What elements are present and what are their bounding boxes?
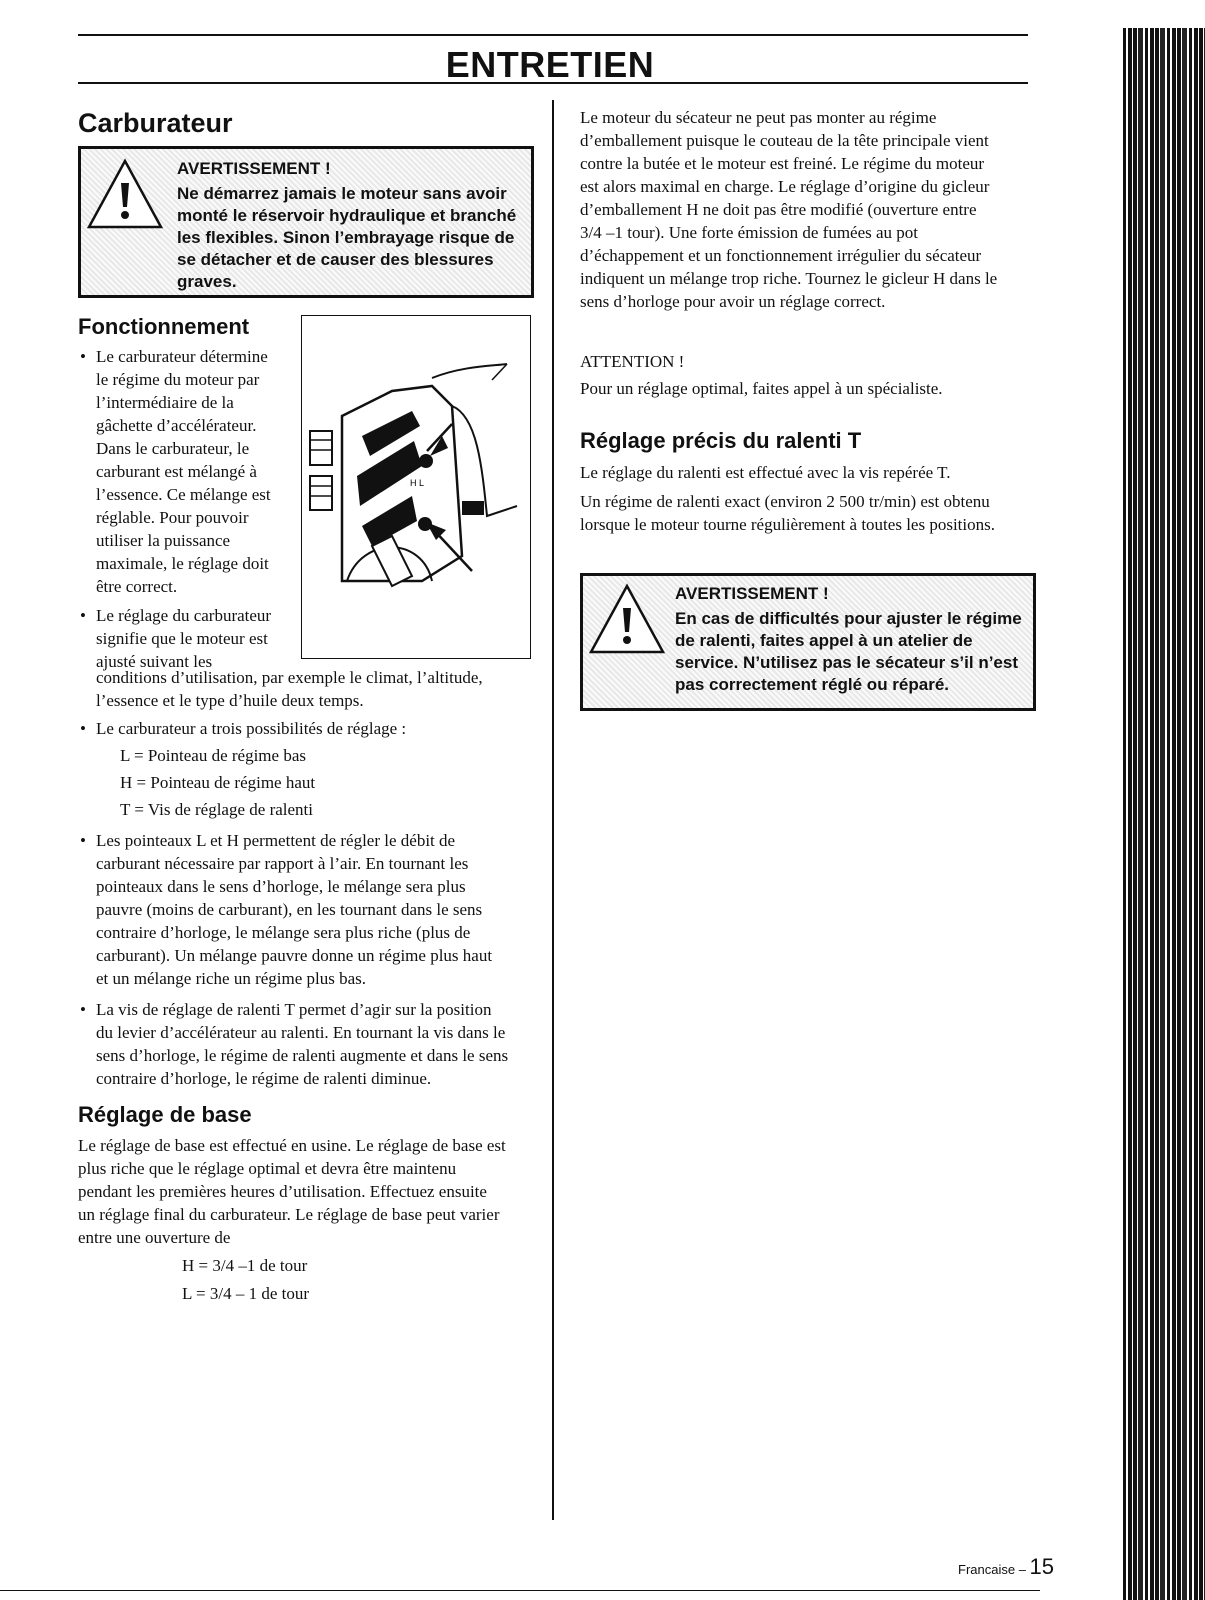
value-l: L = 3/4 – 1 de tour bbox=[182, 1284, 309, 1303]
edge-barcode-strip bbox=[1123, 28, 1205, 1600]
footer-label: Francaise – bbox=[958, 1562, 1026, 1577]
bullet-reglage-signifie: • Le réglage du carburateur signifie que le moteur est ajusté suivant les bbox=[78, 604, 298, 673]
fonctionnement-bullets-top bbox=[78, 345, 298, 679]
bullet-trois-possibilites: • Le carburateur a trois possibilités de réglage : L = Pointeau de régime bas H = Pointeau de régime haut T = Vis de réglage de ralenti bbox=[78, 717, 548, 821]
right-intro-text: Le moteur du sécateur ne peut pas monter au régime d’emballement puisque le couteau de la tête principale vient contre la butée et le moteur est freiné. Le régime du moteur est alors maximal en charge. Le réglage d’origine du gicleur d’emballement H ne doit pas être modifié (ouverture entre 3/4 –1 tour). Une forte émission de fumées au pot d’échappement et un fonctionnement irrégulier du sécateur indiquent un mélange trop riche. Tournez le gicleur H dans le sens d’horloge pour avoir un réglage correct. bbox=[580, 108, 998, 311]
ralenti-text-1: Le réglage du ralenti est effectué avec la vis repérée T. bbox=[580, 463, 951, 482]
heading-carburateur: Carburateur bbox=[78, 108, 233, 138]
bullet-vis-ralenti: • La vis de réglage de ralenti T permet d’agir sur la position du levier d’accélérateur au ralenti. En tournant la vis dans le sens d’horloge, le régime de ralenti augmente et dans le sens contraire d’horloge, le régime de ralenti diminue. bbox=[78, 998, 548, 1090]
attention-text: Pour un réglage optimal, faites appel à un spécialiste. bbox=[580, 379, 943, 398]
value-h: H = 3/4 –1 de tour bbox=[182, 1256, 308, 1275]
bottom-rule bbox=[0, 1590, 1040, 1591]
reglage-base-text: Le réglage de base est effectué en usine. Le réglage de base est plus riche que le réglage optimal et devra être maintenu pendant les premières heures d’utilisation. Effectuez ensuite un réglage final du carburateur. Le réglage de base peut varier entre une ouverture de bbox=[78, 1136, 506, 1247]
carburetor-drawing bbox=[302, 316, 530, 658]
setting-l: L = Pointeau de régime bas bbox=[120, 746, 306, 765]
warning-box-carburateur bbox=[78, 146, 534, 298]
warning-triangle-icon bbox=[587, 582, 667, 656]
fonctionnement-bullets-bottom bbox=[78, 717, 548, 1096]
warning-title: AVERTISSEMENT ! bbox=[675, 584, 829, 603]
ralenti-text-2: Un régime de ralenti exact (environ 2 500 tr/min) est obtenu lorsque le moteur tourne régulièrement à toutes les positions. bbox=[580, 492, 995, 534]
attention-label: ATTENTION ! bbox=[580, 352, 685, 371]
column-divider bbox=[552, 100, 554, 1520]
bullet-carburateur-determine: • Le carburateur détermine le régime du moteur par l’intermédiaire de la gâchette d’accélérateur. Dans le carburateur, le carburant est mélangé à l’essence. Ce mélange est réglable. Pour pouvoir utiliser la puissance maximale, le réglage doit être correct. bbox=[78, 345, 298, 598]
bullet-pointeaux: • Les pointeaux L et H permettent de régler le débit de carburant nécessaire par rapport à l’air. En tournant les pointeaux dans le sens d’horloge, le mélange sera plus pauvre (moins de carburant), en les tournant dans le sens contraire d’horloge, le mélange sera plus riche (plus de carburant). Un mélange pauvre donne un régime plus haut et un mélange riche un régime plus bas. bbox=[78, 829, 548, 990]
warning-text: En cas de difficultés pour ajuster le régime de ralenti, faites appel à un atelier de service. N’utilisez pas le sécateur s’il n’est pas correctement réglé ou réparé. bbox=[675, 609, 1022, 694]
top-rule bbox=[78, 34, 1028, 36]
heading-reglage-base: Réglage de base bbox=[78, 1102, 252, 1127]
warning-title: AVERTISSEMENT ! bbox=[177, 159, 331, 178]
heading-reglage-ralenti: Réglage précis du ralenti T bbox=[580, 428, 862, 453]
heading-fonctionnement: Fonctionnement bbox=[78, 314, 250, 339]
page-number: 15 bbox=[1029, 1554, 1055, 1579]
bullet-reglage-continuation: conditions d’utilisation, par exemple le climat, l’altitude, l’essence et le type d’huile deux temps. bbox=[96, 668, 483, 710]
warning-text: Ne démarrez jamais le moteur sans avoir monté le réservoir hydraulique et branché les flexibles. Sinon l’embrayage risque de se détacher et de causer des blessures graves. bbox=[177, 184, 517, 291]
figure-label-hl: H L bbox=[410, 478, 425, 488]
warning-triangle-icon bbox=[85, 157, 165, 231]
page-title: ENTRETIEN bbox=[445, 44, 655, 85]
warning-box-ralenti bbox=[580, 573, 1036, 711]
setting-h: H = Pointeau de régime haut bbox=[120, 773, 316, 792]
reglage-base-values bbox=[182, 1252, 309, 1308]
setting-t: T = Vis de réglage de ralenti bbox=[120, 800, 313, 819]
page-footer bbox=[958, 1554, 1054, 1580]
carburetor-illustration bbox=[301, 315, 531, 659]
